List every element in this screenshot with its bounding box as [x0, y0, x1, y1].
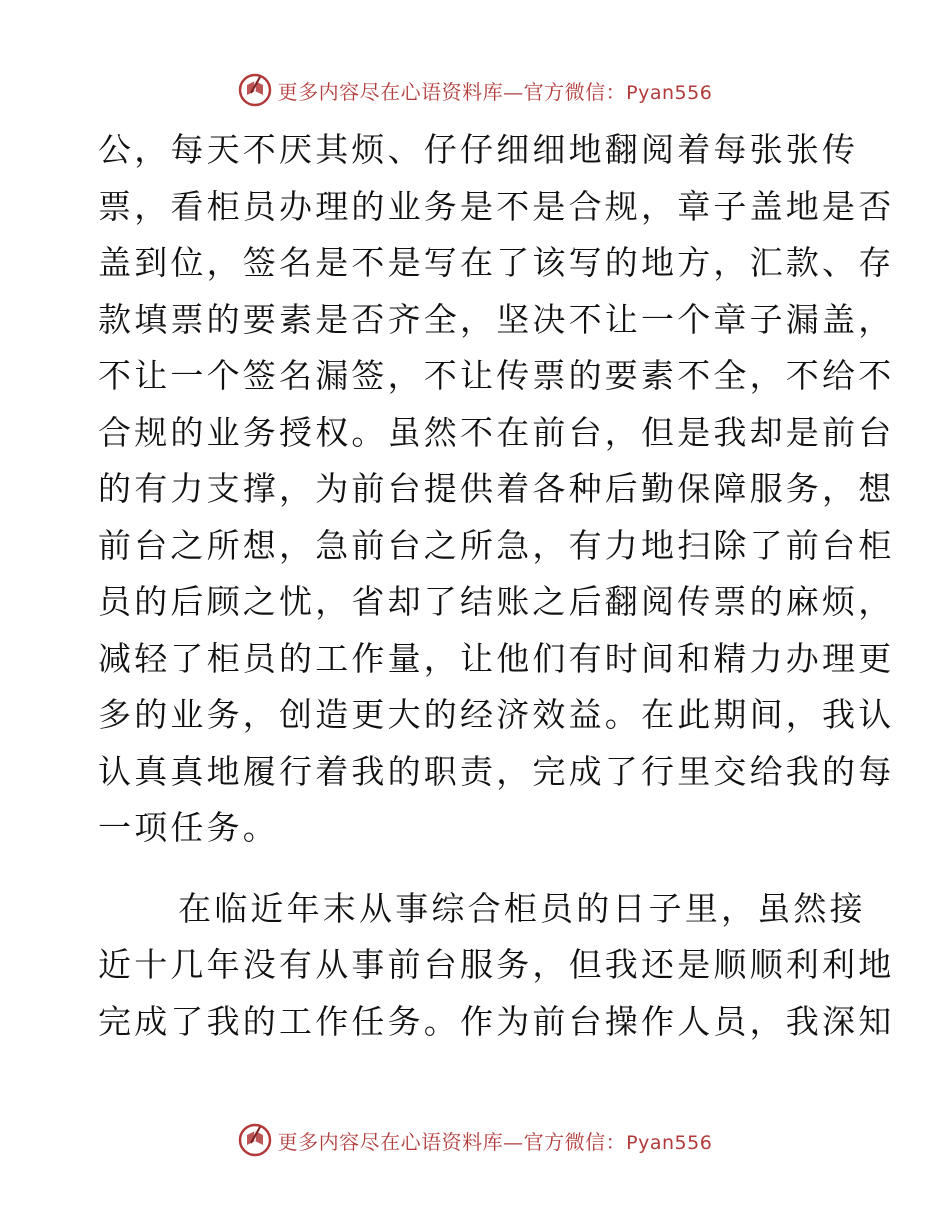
text-line: 公，每天不厌其烦、仔仔细细地翻阅着每张张传 — [98, 130, 859, 169]
text-line: 前台之所想，急前台之所急，有力地扫除了前台柜 — [98, 525, 895, 565]
document-body — [98, 122, 895, 1050]
text-line: 款填票的要素是否齐全，坚决不让一个章子漏盖， — [98, 299, 895, 339]
paragraph-1 — [98, 122, 895, 857]
text-line: 员的后顾之忧，省却了结账之后翻阅传票的麻烦， — [98, 582, 895, 621]
text-line: 多的业务，创造更大的经济效益。在此期间，我认 — [98, 695, 895, 734]
text-line: 合规的业务授权。虽然不在前台，但是我却是前台 — [98, 412, 895, 452]
header-banner-contact: Pyan556 — [626, 81, 713, 104]
header-banner — [0, 70, 950, 110]
paragraph-2 — [98, 881, 895, 1051]
footer-banner — [0, 1120, 950, 1160]
text-line: 盖到位，签名是不是写在了该写的地方，汇款、存 — [98, 243, 895, 282]
text-line: 的有力支撑，为前台提供着各种后勤保障服务，想 — [98, 469, 895, 508]
text-line: 认真真地履行着我的职责，完成了行里交给我的每 — [98, 751, 895, 791]
text-line: 近十几年没有从事前台服务，但我还是顺顺利利地 — [98, 945, 895, 984]
text-line: 票，看柜员办理的业务是不是合规，章子盖地是否 — [98, 186, 895, 226]
footer-banner-contact: Pyan556 — [626, 1131, 713, 1154]
text-line: 完成了我的工作任务。作为前台操作人员，我深知 — [98, 1001, 895, 1041]
text-line: 一项任务。 — [98, 808, 279, 847]
header-banner-label: 更多内容尽在心语资料库—官方微信： — [277, 79, 627, 104]
header-banner-text — [278, 76, 713, 105]
book-quill-logo-icon — [238, 73, 272, 107]
footer-banner-text — [278, 1126, 713, 1155]
book-quill-logo-icon — [238, 1123, 272, 1157]
text-line: 减轻了柜员的工作量，让他们有时间和精力办理更 — [98, 638, 895, 678]
text-line: 在临近年末从事综合柜员的日子里，虽然接 — [178, 888, 866, 928]
paragraph-spacer — [98, 857, 850, 881]
footer-banner-label: 更多内容尽在心语资料库—官方微信： — [277, 1129, 627, 1154]
text-line: 不让一个签名漏签，不让传票的要素不全，不给不 — [98, 356, 895, 395]
